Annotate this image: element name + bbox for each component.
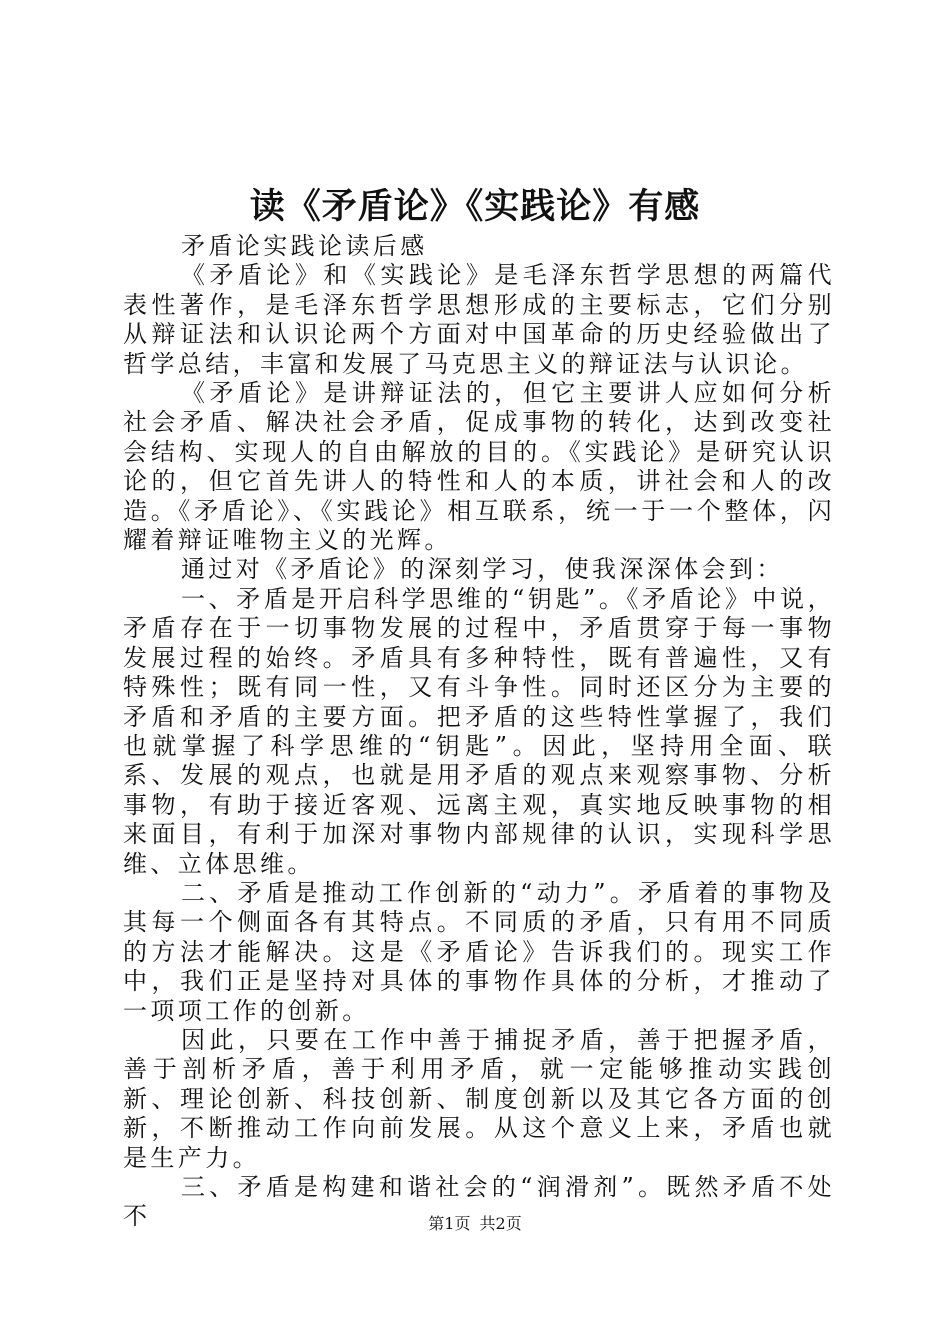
- paragraph: 二、矛盾是推动工作创新的“动力”。矛盾着的事物及其每一个侧面各有其特点。不同质的矛盾，只有用不同质的方法才能解决。这是《矛盾论》告诉我们的。现实工作中，我们正是坚持对具体的事物作具体的分析，才推动了一项项工作的创新。: [123, 878, 835, 1025]
- page-total: 共2页: [479, 1214, 522, 1233]
- paragraph: 《矛盾论》和《实践论》是毛泽东哲学思想的两篇代表性著作，是毛泽东哲学思想形成的主要标志，它们分别从辩证法和认识论两个方面对中国革命的历史经验做出了哲学总结，丰富和发展了马克思主义的辩证法与认识论。: [123, 261, 835, 378]
- document-title: 读《矛盾论》《实践论》有感: [249, 187, 701, 227]
- paragraph: 一、矛盾是开启科学思维的“钥匙”。《矛盾论》中说，矛盾存在于一切事物发展的过程中，矛盾贯穿于每一事物发展过程的始终。矛盾具有多种特性，既有普遍性，又有特殊性；既有同一性，又有斗争性。同时还区分为主要的矛盾和矛盾的主要方面。把矛盾的这些特性掌握了，我们也就掌握了科学思维的“钥匙”。因此，坚持用全面、联系、发展的观点，也就是用矛盾的观点来观察事物、分析事物，有助于接近客观、远离主观，真实地反映事物的相来面目，有利于加深对事物内部规律的认识，实现科学思维、立体思维。: [123, 584, 835, 878]
- paragraph: 通过对《矛盾论》的深刻学习，使我深深体会到：: [181, 555, 784, 584]
- page-footer: [0, 1214, 950, 1234]
- paragraph: 三、矛盾是构建和谐社会的“润滑剂”。既然矛盾不处不: [123, 1173, 835, 1231]
- paragraph: 《矛盾论》是讲辩证法的，但它主要讲人应如何分析社会矛盾、解决社会矛盾，促成事物的转化，达到改变社会结构、实现人的自由解放的目的。《实践论》是研究认识论的，但它首先讲人的特性和人的本质，讲社会和人的改造。《矛盾论》、《实践论》相互联系，统一于一个整体，闪耀着辩证唯物主义的光辉。: [123, 379, 835, 555]
- document-body: [123, 232, 835, 1232]
- paragraph-subtitle: 矛盾论实践论读后感: [181, 232, 428, 260]
- paragraph: 因此，只要在工作中善于捕捉矛盾，善于把握矛盾，善于剖析矛盾，善于利用矛盾，就一定能够推动实践创新、理论创新、科技创新、制度创新以及其它各方面的创新，不断推动工作向前发展。从这个意义上来，矛盾也就是生产力。: [123, 1025, 835, 1172]
- page-number: 第1页: [428, 1214, 471, 1233]
